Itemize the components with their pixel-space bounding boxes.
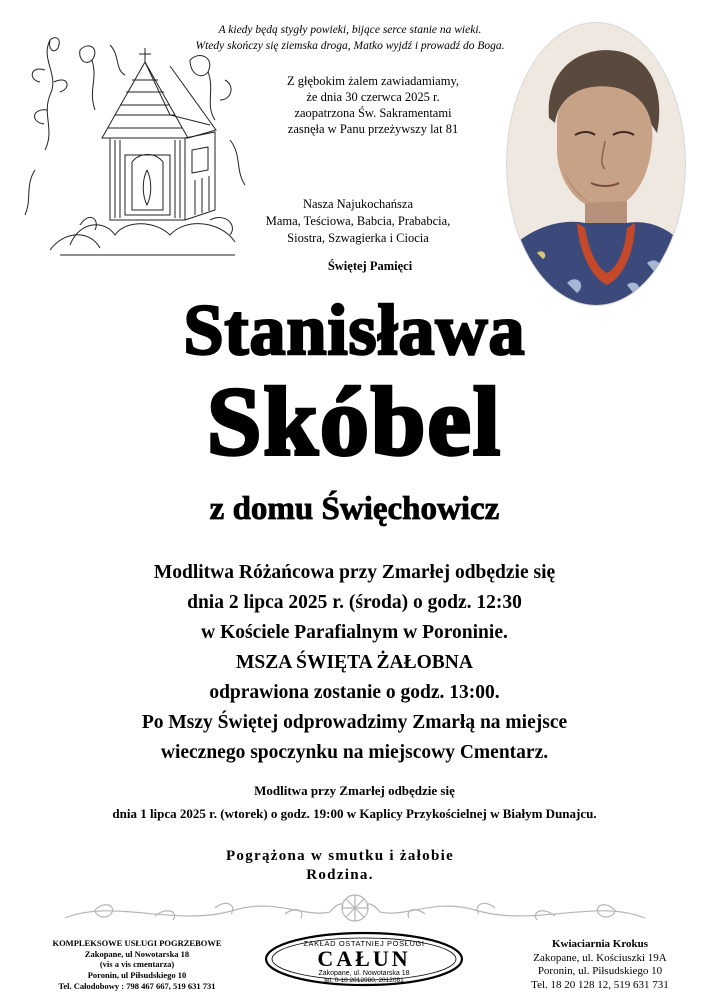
logo-name: CAŁUN <box>317 946 411 971</box>
ceremony-details <box>40 558 669 768</box>
logo-arc-text: ZAKŁAD OSTATNIEJ POSŁUGI <box>303 939 425 948</box>
chapel-illustration <box>20 20 252 260</box>
family-line: Nasza Najukochańsza <box>302 197 414 211</box>
deceased-first-name: Stanisława <box>183 290 526 370</box>
funeral-services-line: Poronin, ul Piłsudskiego 10 <box>87 970 187 981</box>
logo-phone: tel. 0-18 2012080, 2012081 <box>324 977 404 984</box>
logo-address: Zakopane, ul. Nowotarska 18 <box>318 970 410 977</box>
florist-line: Zakopane, ul. Kościuszki 19A <box>533 951 667 964</box>
florist-info <box>500 938 700 992</box>
poem <box>150 22 550 54</box>
florist-line: Tel. 18 20 128 12, 519 631 731 <box>531 978 669 991</box>
ceremony-line: dnia 2 lipca 2025 r. (środa) o godz. 12:30 <box>187 592 522 613</box>
memory-heading: Świętej Pamięci <box>327 259 413 273</box>
ceremony-line: w Kościele Parafialnym w Poroninie. <box>201 622 508 643</box>
death-announcement <box>248 73 498 137</box>
florist-name: Kwiaciarnia Krokus <box>551 938 649 950</box>
ceremony-line: Po Mszy Świętej odprowadzimy Zmarłą na miejsce <box>141 712 568 733</box>
funeral-services-line: Zakopane, ul Nowotarska 18 <box>84 948 190 959</box>
ceremony-line: wiecznego spoczynku na miejscowy Cmentarz. <box>160 742 549 763</box>
family-relations <box>238 196 478 247</box>
family-line: Mama, Teściowa, Babcia, Prababcia, <box>265 214 451 228</box>
ceremony-line: Modlitwa Różańcowa przy Zmarłej odbędzie się <box>153 562 556 583</box>
maiden-name: z domu Święchowicz <box>209 491 500 527</box>
funeral-services-line: Tel. Całodobowy : 798 467 667, 519 631 731 <box>58 980 216 991</box>
prayer-line: dnia 1 lipca 2025 r. (wtorek) o godz. 19:00 w Kaplicy Przykościelnej w Białym Dunajcu. <box>112 806 597 821</box>
prayer-line: Modlitwa przy Zmarłej odbędzie się <box>254 783 455 798</box>
poem-line: Wtedy skończy się ziemska droga, Matko wyjdź i prowadź do Boga. <box>195 40 505 52</box>
calun-logo <box>263 930 465 988</box>
ornament-divider <box>55 888 655 932</box>
portrait-photo <box>506 22 686 306</box>
announcement-line: że dnia 30 czerwca 2025 r. <box>306 90 440 104</box>
funeral-services-line: (vis a vis cmentarza) <box>99 959 175 970</box>
ceremony-line: odprawiona zostanie o godz. 13:00. <box>209 682 500 703</box>
mourning-family-signature <box>140 847 540 885</box>
evening-prayer-details <box>10 779 699 825</box>
family-line: Siostra, Szwagierka i Ciocia <box>287 231 429 245</box>
announcement-line: zasnęła w Panu przeżywszy lat 81 <box>287 122 459 136</box>
florist-line: Poronin, ul. Piłsudskiego 10 <box>537 965 663 977</box>
deceased-last-name: Skóbel <box>206 368 503 476</box>
funeral-services-info <box>22 938 252 992</box>
ceremony-line: MSZA ŚWIĘTA ŻAŁOBNA <box>236 652 473 673</box>
announcement-line: zaopatrzona Św. Sakramentami <box>294 106 452 120</box>
mourning-line: Rodzina. <box>306 867 374 883</box>
poem-line: A kiedy będą stygły powieki, bijące serce stanie na wieki. <box>218 24 482 36</box>
funeral-services-line: KOMPLEKSOWE USŁUGI POGRZEBOWE <box>52 938 222 948</box>
mourning-line: Pogrążona w smutku i żałobie <box>225 848 455 864</box>
announcement-line: Z głębokim żalem zawiadamiamy, <box>286 74 460 88</box>
